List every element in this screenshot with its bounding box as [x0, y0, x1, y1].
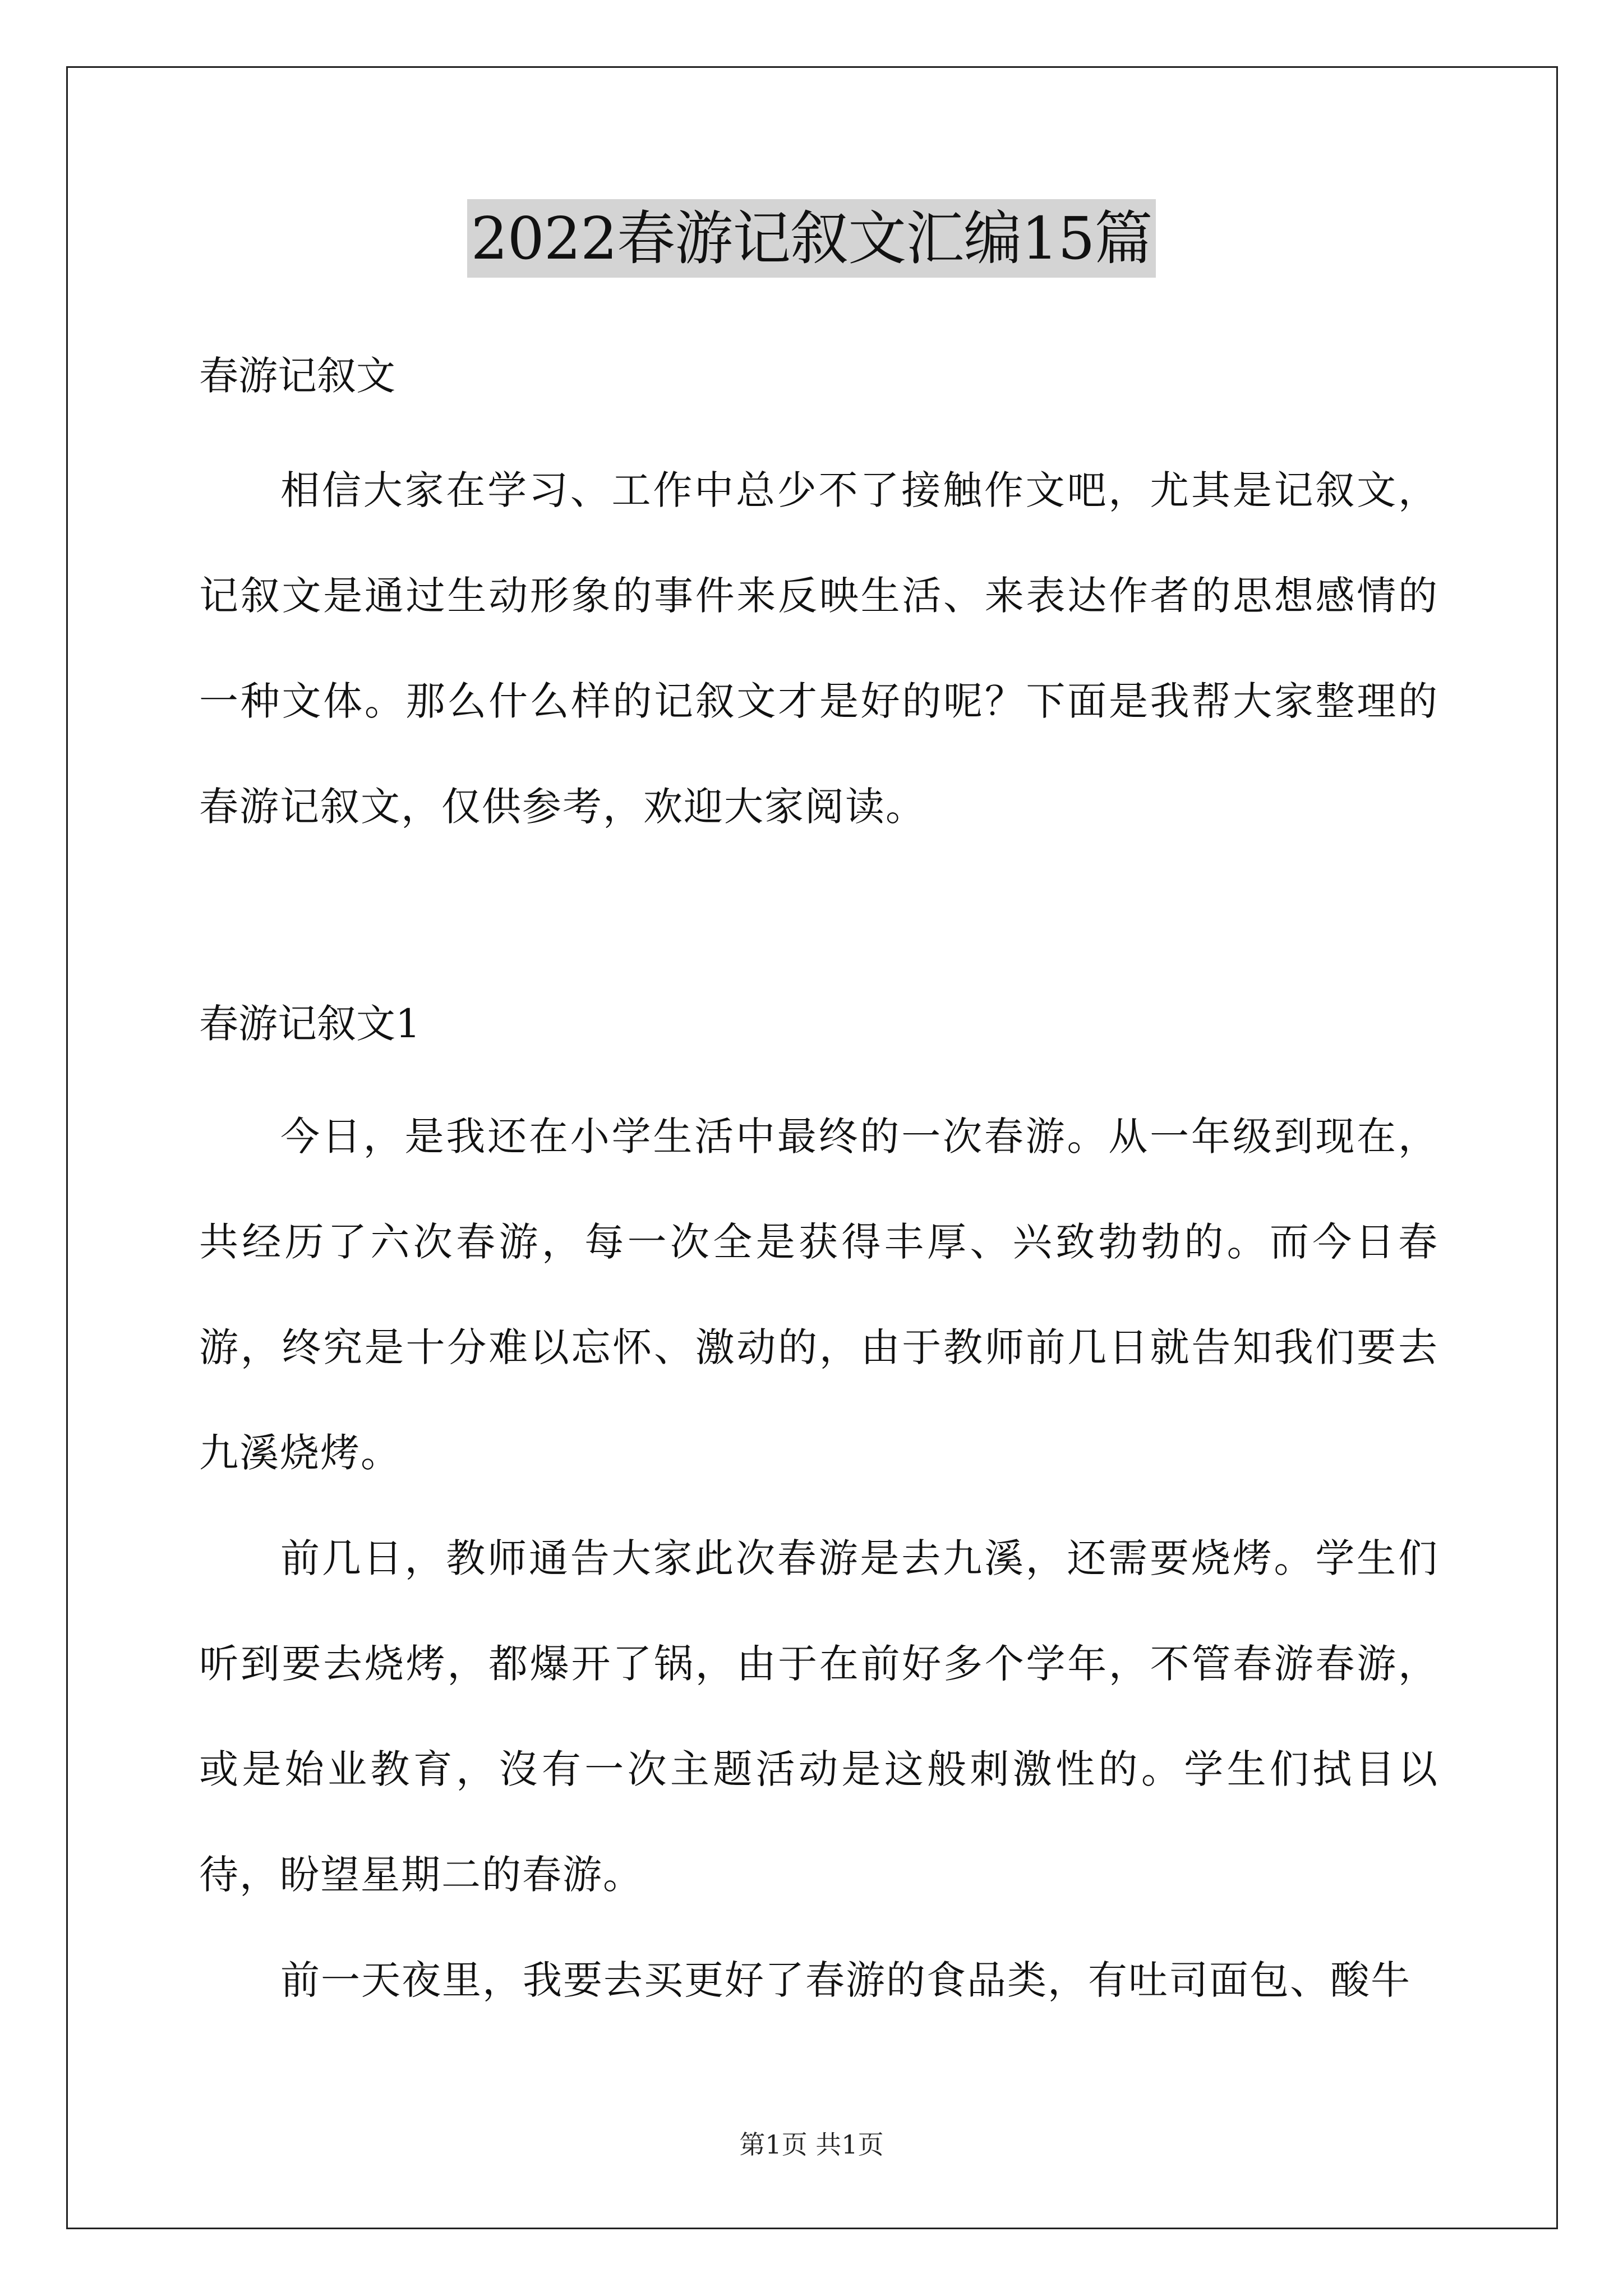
section-heading-1: 春游记叙文1 — [199, 1001, 421, 1047]
paragraph-1-2: 前几日，教师通告大家此次春游是去九溪，还需要烧烤。学生们听到要去烧烤，都爆开了锅，由于在前好多个学年，不管春游春游，或是始业教育，沒有一次主题活动是这般刺激性的。学生们拭目以待，盼望星期二的春游。 — [199, 1535, 1438, 1898]
title-container — [0, 199, 1623, 278]
paragraph-1-1: 今日，是我还在小学生活中最终的一次春游。从一年级到现在，共经历了六次春游，每一次全是获得丰厚、兴致勃勃的。而今日春游，终究是十分难以忘怀、激动的，由于教师前几日就告知我们要去九溪烧烤。 — [199, 1114, 1438, 1476]
page-footer: 第1页 共1页 — [739, 2129, 884, 2160]
document-title: 2022春游记叙文汇编15篇 — [467, 199, 1155, 278]
paragraph-intro: 相信大家在学习、工作中总少不了接触作文吧，尤其是记叙文，记叙文是通过生动形象的事件来反映生活、来表达作者的思想感情的一种文体。那么什么样的记叙文才是好的呢？下面是我帮大家整理的春游记叙文，仅供参考，欢迎大家阅读。 — [199, 467, 1438, 830]
paragraph-1-3: 前一天夜里，我要去买更好了春游的食品类，有吐司面包、酸牛 — [280, 1957, 1411, 2003]
section-heading-intro: 春游记叙文 — [199, 353, 395, 399]
